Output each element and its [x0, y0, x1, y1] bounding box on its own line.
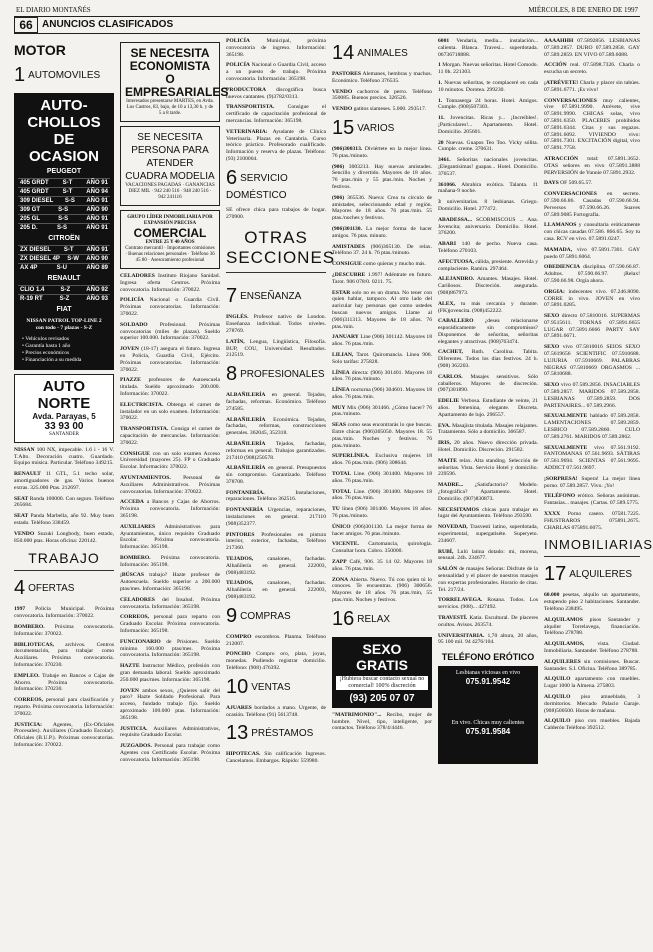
classified-ad: VENDO Suzuki Longbody, buen estado, 850.000 ptas. Horas oficina: 220142.: [14, 530, 114, 544]
phone-ad-number: 075.91.9542: [465, 676, 511, 686]
classified-ad: PIAZZE profesores de Autoescuela titulada. Sueldo aproximado 200.000. Información: 370022.: [120, 377, 220, 397]
car-cell: AÑO 92: [86, 287, 108, 293]
classified-ad: SEXUALMENTE hablado 07.589.2858. LAMENTACIONES 07.589.2859. LESBICO 07.589.2860. CULO 07.589.2761. MARIDOS 07.589.2862.: [544, 413, 640, 440]
classified-ad: HIPOTECAS. Sin calificación Ingresos. Cancelamos. Embargos. Rápido: 559980.: [226, 751, 326, 765]
column-4: [332, 38, 432, 944]
classified-ad: 3461. Señoritas nacionales jovencitas. ¡Elegantísimas! guapas... Hotel. Domicilio. 376537.: [438, 157, 538, 177]
classified-ad: VICENTE. Cartomancia, quirología. Consultar hora. Cobro. 350000.: [332, 541, 432, 555]
subsection-label: SERVICIO DOMÉSTICO: [226, 172, 288, 201]
classified-ad: ACCIÓN real. 07.5898.7326. Charla o escucha un secreto.: [544, 62, 640, 76]
page-number: 66: [14, 17, 38, 33]
classified-list: [226, 314, 326, 359]
classified-ad: SEXO directo 07.5810016. SUPERMAS 07.9515611. TORNAS 07.5891.6655 LUGAR 07.5891.6666 PARTY SAY 07.5891.6671.: [544, 313, 640, 340]
dealer-bullet: • Precios económicos: [22, 350, 70, 356]
subsection-label: ENSEÑANZA: [240, 291, 302, 303]
classified-ad: PASTORES Alemanes, hembras y machos. Económico. Teléfono 376535.: [332, 71, 432, 84]
subsection-alquileres: [544, 563, 640, 586]
column-6: [544, 38, 653, 944]
subsection-servicio: [226, 167, 326, 201]
classified-ad: TEJADOS, canalones, fachadas. Albañilería en general. 222003, (908)483192.: [226, 556, 326, 576]
car-cell: S-Z: [59, 296, 70, 302]
classified-ad: ALQUILO piso amueblado, 3 dormitorios. Mercado Palacio Garaje. (908)500500. Horas de mañana.: [544, 693, 640, 714]
classified-ad: AYUNTAMIENTOS. Personal de Auxiliares Administrativos. Próximas convocatorias. Información: 370022.: [120, 474, 220, 495]
classified-ad: 361066. Abrahira exótica. Talanta. 11 mañana-9 noche.: [438, 181, 538, 195]
car-row: [18, 294, 110, 303]
classified-ad: SEAS como seas encontrarás lo que buscas. Entre chicas (906)305050. Mayores 18. 55 ptas./min. Noches y festivos. 76 ptas./minuto.: [332, 422, 432, 449]
classified-ad: VENDO cachorros de perro. Teléfono 350085. Buenos precios. 326526.: [332, 88, 432, 102]
classified-ad: TRANSPORTISTA. Consiga el carnet de capacitación de mercancías. Información: 370022.: [120, 426, 220, 446]
car-cell: AÑO 91: [86, 216, 108, 222]
column-3: [226, 38, 336, 944]
classified-ad: 6001 Vendaría, media... instalación... calienta. Blanca. Travesí... superdotada. 06736718888.: [438, 38, 538, 58]
classified-ad: TRAVESTÍ. Katia. Escultural. De placeres ocultos. Avisos. 263574.: [438, 614, 538, 628]
car-cell: S-S: [58, 216, 69, 222]
car-cell: S-U: [56, 265, 67, 271]
classified-ad: JUZGADOS. Personal para trabajar como Agentes con Certificado Escolar. Próxima convocatoria. Información: 365198.: [120, 743, 220, 763]
classified-ad: ZAPP Café, 906. 35 14 02. Mayores 18 años. 76 ptas./min.: [332, 559, 432, 572]
job-ad-comercial: [120, 210, 220, 269]
column-1: [14, 38, 114, 944]
classified-ad: ¡SORPRESA! Supera! La mejor línea porno. 07.589.2857. Vivo. ¡Yo!: [544, 475, 640, 489]
classified-ad: SE ofrece chica para trabajos de hogar. 270900.: [226, 206, 326, 220]
car-cell: R-19 RT: [20, 296, 43, 302]
classified-ad: ¡BÚSCAS trabajo? Hazte profesor de Autoescuela. Sueldo superior a 200.000 ptas/mes. Información: 365198.: [120, 572, 220, 593]
subsection-number: 4: [14, 577, 26, 600]
classified-ad: (906)300313. Diviértete en la mejor línea. 76 ptas./minuto.: [332, 145, 432, 159]
car-row: [18, 263, 110, 272]
car-list-peugeot: [18, 178, 110, 232]
classified-ad: (906) 365536. Nueva: Crea tu círculo de amistades, seleccionando edad y región. Mayores de 18 años. 76 ptas./min. 55 ptas./noches y festivos.: [332, 194, 432, 222]
section-heading-inmobiliarias: INMOBILIARIAS: [544, 537, 640, 557]
classified-ad: POLICÍA Municipal, próxima convocatoria de ingreso. Información: 365198.: [226, 38, 326, 58]
newspaper-name: EL DIARIO MONTAÑÉS: [16, 6, 91, 14]
subsection-number: 13: [226, 722, 249, 745]
classified-ad: TELÉFONO erótico. Señoras anónimas. Fantasías... masajes. (Cartas. 07.589.5775.: [544, 493, 640, 507]
dealer-bullet: • Garantía hasta 1 año: [22, 343, 71, 349]
classified-ad: CORREOS, personal para reparto con Graduado Escolar. Próxima convocatoria. Información: 365198.: [120, 614, 220, 635]
job-ad-title: SE NECESITA PERSONA PARA ATENDER CUADRA MODELIA: [125, 132, 215, 182]
classified-ad: ABARI 140 de pecho. Nueva casa. Teléfono 270103.: [438, 241, 538, 254]
phone-ad-number: 075.91.9584: [465, 726, 511, 736]
classified-ad: ABADESSA... SCORMISCOUS ... Ana. Jovencita; aniversario. Domicilio. Hotel. 376200.: [438, 216, 538, 237]
classified-ad: ALBAÑILERÍA Económica. Tejados, fachadas, reformas, construcciones generales. 362045, 352318.: [226, 416, 326, 437]
classified-ad: LÍNEA directa: (906) 301401. Mayores 18 años. 76 ptas./minuto.: [332, 369, 432, 383]
classified-list: [332, 89, 432, 103]
classified-ad: LATÍN, Lengua, Lingüística, Filosofía. BUP, COU, Universidad. Resultados. 212519.: [226, 338, 326, 359]
classified-ad: LILIAN, Tarot. Quiromancia. Línea 906. Solo tarifas: 275828.: [332, 351, 432, 365]
autonorte-title: AUTO NORTE: [37, 378, 91, 412]
car-cell: S-S: [56, 225, 67, 231]
classified-ad: CARLOS. Masajes sensitivos. Sólo caballeros. Mayores de discreción. (907)301890.: [438, 373, 538, 394]
classified-ad: SEXO vivo 07.589.2856. INSACIABLES 07.589.2857. MARIDOS 07.589.2858. LESBIANAS 07.589.2859. DOS PARTENAIRES... 07.589.2966.: [544, 382, 640, 409]
phone-ad-caption: En vivo. Chicas muy calientes: [451, 719, 525, 726]
classified-ad: AAAAHHH 07.5892856. LESBIANAS 07.589.2857. DURO 07.589.2858. GAY 07.589.2859. EN VIVO 07.589.6088.: [544, 38, 640, 58]
phone-ad-caption: Lesbianas viciosas en vivo: [455, 670, 521, 677]
classified-ad: ALQUILERES sin comisiones. Buscar. Santander. S.I. Oficina. Teléfono 389785.: [544, 658, 640, 672]
classified-ad: LÍNEA nocturna (906) 304601. Mayores 18 años. 76 ptas./min.: [332, 387, 432, 400]
classified-ad: LLAMANOS y consultaría eróticamente con chicas casadas 07.586. 866.65. Soy tu casa. RCV en vivo. 07.5891.0247.: [544, 222, 640, 242]
classified-list: [226, 634, 326, 672]
classified-ad: MAITE relax. Alta standing. Selección de señoritas. Vista. Servicio Hotel y domicilio. 239596.: [438, 457, 538, 478]
classified-ad: JUSTICIA. Auxiliares Administrativos, requisito Graduado Escolar.: [120, 725, 220, 739]
car-cell: AÑO 93: [86, 296, 108, 302]
dealer-tipo: NISSAN PATROL TOP-LINE 2 con todo - 7 plazas - S-Z: [26, 318, 102, 331]
classified-ad: TOTAL Line. (906) 301400. Mayores 18 años. 76 ptas./min.: [332, 471, 432, 484]
brand-peugeot: PEUGEOT: [46, 168, 82, 175]
car-row: [18, 196, 110, 205]
classified-list: [544, 592, 640, 732]
classified-list: [332, 712, 432, 732]
job-ad-title: COMERCIAL: [133, 226, 207, 240]
job-ad-text: Contrato mercantil · Importantes comisiones · Buenas relaciones personales · Teléfono 36 45 80 · Asesoramiento profesional: [125, 246, 215, 263]
subsection-label: ANIMALES: [357, 48, 408, 59]
brand-citroen: CITROËN: [48, 235, 80, 242]
classified-ad: AMISTADES (906)305130. De relax. Teléfono 37. 24 h. 76 ptas./minuto.: [332, 243, 432, 257]
car-row: [18, 245, 110, 254]
classified-ad: JOVEN ambos sexos, ¿Quieres salir del paro? Hazte Soldado Profesional. Para acceso, fundado trabajo fijo. Sueldo aproximado 100.000 ptas. Información: 365198.: [120, 687, 220, 721]
autonorte-ad: [14, 374, 114, 443]
classified-ad: RENAULT 11 GTL, 5.1 techo solar, amortiguadores de gas. Varios buenos extras. 325.000 Ptas. 212697.: [14, 471, 114, 491]
classified-ad: MUY Mix (906) 301466. ¿Cómo hacer? 76 ptas./minuto.: [332, 404, 432, 418]
section-heading-trabajo: TRABAJO: [14, 550, 114, 571]
classified-list: [332, 146, 432, 604]
relax-ad-box: [332, 637, 432, 708]
classified-ad: CABALLERO ¿desea relacionarse esporádicamente sin compromisos? Disponemos de señoritas, señoritas elegantes y atractivas. (908)763474.: [438, 318, 538, 345]
subsection-number: 9: [226, 604, 238, 627]
classified-ad: 3 universitarias. 8 lesbianas. Griego. Domicilio. Hotel. 277472.: [438, 199, 538, 212]
classified-ad: SUPERLÍNEA. Exclusiva mujeres 18 años. 76 ptas./min. (906) 308644.: [332, 453, 432, 467]
classified-ad: CELADORES del Insalud. Próxima convocatoria. Información: 365198.: [120, 596, 220, 610]
classified-ad: EVA. Masajista titulada. Masajes relajantes. Tratamiento. Sólo a domicilio. 366587.: [438, 422, 538, 436]
car-row: [18, 285, 110, 294]
classified-ad: SOLDADO Profesional. Próximas convocatorias (miles de plazas). Sueldo superior 100.000. Información: 370022.: [120, 321, 220, 342]
car-cell: AÑO 91: [86, 225, 108, 231]
classified-ad: CONSIGUE como quieras y mucho más.: [332, 261, 426, 268]
page-date: MIÉRCOLES, 8 DE ENERO DE 1997: [528, 6, 638, 14]
car-cell: 405 GRDT: [20, 180, 49, 186]
classified-ad: ZONA Abierta. Nuevo. Tú con quien tú lo conoces. Te encuentras. (906) 300656. Mayores de 18 años. 76 ptas./min, 55 ptas./min. Noches y festivos.: [332, 576, 432, 604]
classified-ad: ATRACCIÓN total: 07.5891.3652. OTAS señores en vivo 07.5891.3888 PERVERSIÓN de Yunnie 07.5891.2932.: [544, 155, 640, 176]
car-cell: ZX DIESEL: [20, 247, 52, 253]
car-cell: 309 GT: [20, 207, 41, 213]
classified-ad: SEAT Panda Marbella, año 92. Muy buen estado. Teléfono 338459.: [14, 513, 114, 526]
subsection-number: 8: [226, 363, 238, 386]
classified-ad: 1 Morgan. Nuevas señoritas. Hotel Comodo. 11 0h. 221303.: [438, 62, 538, 76]
classified-ad: FONTANERÍA. Instalaciones, reparaciones. Teléfono 362516.: [226, 489, 326, 503]
car-cell: AÑO 94: [86, 189, 108, 195]
car-cell: ZX DIESEL 4P: [20, 256, 60, 262]
classified-ad: TU línea (906) 301400. Mayores 18 años. 76 ptas./minuto.: [332, 506, 432, 520]
classified-ad: NECESITAMOS chicas para trabajar en lugar del Ayuntamiento. Teléfono 293590.: [438, 506, 538, 520]
subsection-number: 10: [226, 675, 249, 698]
classified-ad: JOVEN (18-17) asegura el futuro. Ingresa en Policía, Guardia Civil, Ejército. Próximas convocatorias. Información: 370022.: [120, 346, 220, 373]
classified-ad: ALBAÑILERÍA en general. Presupuestos sin compromiso. Garantizado. Teléfono 378708.: [226, 465, 326, 485]
classified-ad: POLICÍA Nacional o Guardia Civil, acceso a un puesto de trabajo. Próxima convocatoria. Información: 365198.: [226, 62, 326, 82]
classified-ad: MAMADA, vivo 07.5891.7301. GAY puedo 07.5891.6064.: [544, 246, 640, 260]
classified-ad: ACCEDA a Bancos y Cajas de Ahorros. Próxima convocatoria. Información: 365198.: [120, 499, 220, 519]
erotic-phone-ad: [438, 666, 538, 764]
car-cell: AÑO 90: [86, 256, 108, 262]
autonorte-address: Avda. Parayas, 5: [32, 412, 96, 421]
autonorte-city: SANTANDER: [49, 432, 79, 437]
subsection-number: 1: [14, 64, 26, 86]
subsection-number: 17: [544, 563, 567, 586]
classified-ad: 1. Tonnaserga 24 horas. Hotel. Amigos. Cumple. (908)507303.: [438, 97, 538, 111]
car-cell: S-T: [63, 247, 74, 253]
classified-ad: ALBAÑILERÍA en general. Tejados, fachadas, reformas. Económico. Teléfono 274585.: [226, 392, 326, 412]
section-heading-telefono-erotico: TELÉFONO ERÓTICO: [441, 652, 535, 663]
subsection-prestamos: [226, 722, 326, 745]
classified-ad: TOTAL Line. (906) 301400. Mayores 18 años. 76 ptas./min.: [332, 488, 432, 502]
classified-ad: CONVERSACIONES en secreto. 07.590.66.86. Casadas 07.590.66.94. Perversos 07.590.66.26. Suaves 07.589.9085 Fortografía.: [544, 191, 640, 218]
classified-ad: RUBÍ, Lulú latina dotado: mi, morena, sensual. 24h. 234677.: [438, 548, 538, 562]
subsection-label: PROFESIONALES: [240, 369, 325, 381]
classified-ad: AUXILIARES Administrativos para Ayuntamientos, único requisito Graduado Escolar. Próxima convocatoria. Información: 365198.: [120, 523, 220, 551]
subsection-label: OFERTAS: [28, 583, 75, 595]
classified-ad: NISSAN 100 NX, impecable. 1.6 i - 16 V. T.Alto. Decoración cuatro. Guardado. Equipo música. Particular. Teléfono 349215.: [14, 446, 114, 467]
subsection-ofertas: [14, 577, 114, 600]
car-cell: CLIO 1.4: [20, 287, 45, 293]
classified-list: [544, 38, 640, 531]
car-cell: 309 DIESEL: [20, 198, 54, 204]
classified-ad: CONSIGUE con un solo examen Acceso Universidad (mayores 25). FP o Graduado Escolar. Información: 370022.: [120, 450, 220, 471]
relax-ad-text: ¡Hubiera buscar contacto sexual no comercial! 100% discreción: [336, 676, 428, 690]
classified-ad: ALQUILO apartamento con muebles. Lugar 1000 la Almena. 275803.: [544, 676, 640, 690]
car-row: [18, 223, 110, 232]
brand-renault: RENAULT: [47, 275, 81, 282]
classified-ad: TEJADOS, canalones, fachadas. Albañilería en general. 222003, (908)483192.: [226, 580, 326, 601]
car-cell: S-Z: [60, 287, 71, 293]
car-list-citroen: [18, 245, 110, 272]
section-heading-motor: MOTOR: [14, 42, 66, 58]
classified-ad: JUSTICIA: Agentes, (Ex-Oficiales Procesales). Auxiliares (Graduado Escolar). Oficiales (B.U.P.). Próximas convocatorias. Información: 370022.: [14, 721, 114, 748]
classified-ad: ELECTRICISTA. Obtenga el carnet de instalador en un solo examen. Información: 370022.: [120, 401, 220, 422]
classified-ad: 20 Nuevas. Guapos Teo Too. Vicky sólita. Cumple. creme. 370631.: [438, 139, 538, 153]
column-5: [438, 38, 538, 944]
classified-ad: SEAT Ronda 100000. Con seguro. Teléfono 265684.: [14, 495, 114, 509]
classified-ad: (906) 3003213. Hay nuevas amistades. Sencillo y divertido. Mayores de 18 años. 76 ptas./min y 55 ptas./min. Noches y festivos.: [332, 163, 432, 190]
car-cell: AÑO 91: [86, 198, 108, 204]
dealer-bullet: • Financiación a su medida: [22, 357, 82, 363]
classified-ad: BOMBERO. Próxima convocatoria. Información: 365198.: [120, 554, 220, 568]
car-row: [18, 254, 110, 263]
subsection-automoviles: [14, 64, 114, 87]
car-cell: AÑO 91: [86, 247, 108, 253]
job-ad-text: VACACIONES PAGADAS · GANANCIAS DIEZ MIL · 942 240 516 · 948 240 516 · 942 241116: [125, 183, 215, 200]
classified-ad: BOMBERO. Próxima convocatoria. Información: 370022.: [14, 623, 114, 637]
job-ad-economista: [120, 42, 229, 122]
car-cell: S-T: [62, 189, 73, 195]
classified-ad: INGLÉS. Profesor nativo de London. Enseñanza individual. Todos niveles. 278769.: [226, 314, 326, 334]
classified-ad: CORREOS, personal para clasificación y reparto. Próxima convocatoria. Información: 370022.: [14, 697, 114, 717]
classified-ad: "MATRIMONIO"... Recibo, mujer de hombre. Nivel, tipo, inteligente, por contactos. Teléfono 378/4/4446.: [332, 711, 432, 732]
subsection-animales: [332, 42, 432, 65]
classified-ad: SEXO vivo 07.5810016 SEIOS SEXO 07.5619656 SCIENTIFIC 07.5910688. LUJURIA 07.5910669. PALABRAS NEGRAS 07.5810669 ORGASMOS ... 07.5810688.: [544, 344, 640, 378]
classified-ad: OBEDIENCIA disciplina. 07.590.66.87. Adultos. 07.590.66.97. ¡Relax! 07.590.66.98. Orgía ahora.: [544, 264, 640, 284]
classified-ad: ALBAÑILERÍA Tejados, fachadas, reformas en general. Trabajos garantizados. 217410 (908)250578.: [226, 440, 326, 461]
car-row: [18, 205, 110, 214]
dealer-title: AUTO-CHOLLOS DE OCASION: [27, 97, 101, 165]
classified-ad: FUNCIONARIO de Prisiones. Sueldo mínimo 160.000 ptas/mes. Próxima convocatoria. Información: 365198.: [120, 638, 220, 659]
page-header: [14, 6, 640, 17]
subsection-label: ALQUILERES: [569, 569, 633, 581]
subsection-compras: [226, 605, 326, 628]
car-list-renault: [18, 285, 110, 303]
classified-ad: (906)301130. La mejor forma de hacer amigos. 76 ptas. minuto.: [332, 225, 432, 239]
job-ad-subtitle: ENTRE 25 Y 40 AÑOS: [145, 240, 195, 245]
subsection-varios: [332, 117, 432, 140]
car-cell: AÑO 90: [86, 207, 108, 213]
relax-ad-phone: (93) 205 07 07: [349, 692, 415, 704]
classified-ad: XXXX Porno casero. 07581.7225. FHUSTRAROS 075891.2675. CHARLAS 075891.6075.: [544, 511, 640, 531]
car-cell: S-S: [64, 198, 75, 204]
page-section-title: ANUNCIOS CLASIFICADOS: [42, 19, 174, 30]
section-heading-otras: OTRAS SECCIONES: [226, 228, 326, 273]
classified-ad: COMPRO escombros. Planma. Teléfono 212007.: [226, 633, 326, 647]
job-ad-cuadra: [120, 126, 220, 206]
dealer-bullet: • Vehículos revisados: [22, 336, 70, 342]
car-row: [18, 178, 110, 187]
classified-list: [226, 705, 326, 719]
classified-ad: UNIVERSITARIA. 1,70 altura, 20 años, 95 100 mil. 94 4276/104.: [438, 632, 538, 646]
classified-ad: 11. Jovencitas. Ricas y... ¡Increíbles!. ¡Particulares!... Apartamento. Hotel. Domicilio. 205601.: [438, 115, 538, 135]
car-cell: AÑO 91: [86, 180, 108, 186]
header-rule: [14, 33, 640, 34]
job-ad-title: SE NECESITA ECONOMISTA O EMPRESARIALES: [125, 46, 229, 99]
subsection-label: PRÉSTAMOS: [251, 728, 314, 740]
subsection-relax: [332, 608, 432, 631]
relax-ad-title: SEXO GRATIS: [356, 640, 408, 673]
classified-list: [332, 71, 432, 85]
classified-ad: VETERINARIA: Ayudante de Clínica Veterinaria. Plazas en Cantabria. Curso teórico práctico. Profesorado cualificado. Información y reserva de plazas. Teléfono: (93) 2100004.: [226, 128, 326, 162]
classified-ad: DAYS OF 509.65.57.: [544, 180, 593, 187]
car-cell: S-W: [67, 256, 79, 262]
classified-ad: PRODUCTORA discográfica busca nuevos cantantes. (9)3782/0313.: [226, 86, 326, 100]
classified-ad: MADRE... ¿Satisfactorio? Modelo. ¿fotográfica? Apartamento. Hotel. Domicilio. (907)830873.: [438, 482, 538, 502]
classified-ad: ¿DESCUBRE 1.997! Adéntrate en futuro. Tarot. 906 078/0. 0211. 75.: [332, 271, 432, 285]
column-2: [120, 38, 229, 944]
subsection-ensenanza: [226, 285, 326, 308]
car-row: [18, 214, 110, 223]
classified-ad: CONVERSACIONES muy calientes, vive 07.5891.9990. Atrévete, vive 07.5891.9990. CHICAS solas, vivo 07.5891.6350. PLACERES prohibidos 07.5891.6344. Citas y sus regazos. 07.5891.6092. VIVIENDO vivo: 07.5891.7301. EXCITACIÓN digital, vivo 07.5891.7758.: [544, 97, 640, 152]
classified-list: [14, 606, 114, 748]
subsection-profesionales: [226, 363, 326, 386]
classified-ad: ALQUILAMOS pisos Santander y alquiler Torrelavega, financiación. Teléfono 278788.: [544, 616, 640, 637]
subsection-number: 14: [332, 42, 355, 64]
classified-ad: TRANSPORTISTA. Consigue el certificado de capacitación profesional de mercancías. Información: 365198.: [226, 104, 326, 124]
car-cell: AX 4P: [20, 265, 38, 271]
classified-ad: ALEX, tu más cercanía y durante. (FK)jovencita. (908)452222.: [438, 300, 538, 314]
subsection-label: VARIOS: [357, 122, 395, 134]
classified-ad: PINTORES Profesionales en pintura interior, exterior, fachadas, Teléfono 217360.: [226, 531, 326, 552]
classified-ad: JANUARY Line (906) 301142. Mayores 18 años. 76 ptas./min.: [332, 334, 432, 348]
subsection-label: VENTAS: [251, 681, 291, 693]
classified-list: [120, 273, 220, 764]
car-row: [18, 187, 110, 196]
classified-ad: VENDO gatitos siameses. 5.000. 293517.: [332, 106, 427, 113]
classified-ad: 60.000 pesetas, alquilo un apartamento, estupendo piso 2 habitaciones. Santander. Teléfono 238495.: [544, 592, 640, 612]
classified-list: [226, 38, 326, 163]
classified-ad: ESTAR solo no es un drama. No tener con quien hablar, tampoco. Al otro lado del auricular hay personas que como ustedes buscan nuevos amigos. Llame al (906)311313. Mayores de 18 años. 76 ptas./min.: [332, 289, 432, 330]
classified-ad: ALQUILAMOS, vista. Ciudad. Inmobiliaria. Santander. Teléfono 278788.: [544, 641, 640, 654]
job-ad-intro: GRUPO LÍDER INMOBILIARIA POR EXPANSIÓN PRECISA: [127, 215, 213, 226]
subsection-number: 16: [332, 607, 355, 630]
subsection-number: 7: [226, 285, 238, 308]
classified-ad: EMPLEO. Trabaje en Bancos o Cajas de Ahorro. Próxima convocatoria. Información: 370230.: [14, 672, 114, 693]
classified-ad: FONTANERÍA Urgencias, reparaciones, instalaciones en general. 217110 (908)352377.: [226, 507, 326, 527]
classified-ad: POLICÍA Nacional o Guardia Civil. Próximas convocatorias. Información: 370022.: [120, 297, 220, 317]
car-cell: 205 GL: [20, 216, 41, 222]
classified-ad: IRIS, 20 años. Nuevo dirección privada. Hotel. Domicilio. Discreción. 291582.: [438, 440, 538, 454]
car-cell: S-S: [58, 207, 69, 213]
classified-list: [226, 751, 326, 765]
classified-ad: HAZTE Instructor Médico, profesión con gran demanda laboral. Sueldo aproximado 250.000 ptas/mes. Información: 365198.: [120, 663, 220, 683]
classified-ad: CACHET, Ruth. Carolina. Tabita. Diferentes. Todos los días festivos. 24 h. (908) 362203.: [438, 349, 538, 370]
dealer-bullets: [18, 334, 110, 366]
classified-ad: NOVEDAD, Trasvesti latino, superdotada, experimental, supergatiséte. Superyeto. 234607.: [438, 524, 538, 544]
job-ad-text: Interesados presentarse MARTES, en Avda. Los Castros, 83, bajo, de 10 a 13,30 h. y de 5 a 8 tarde.: [126, 99, 214, 116]
classified-ad: 1997 Policía Municipal. Próxima convocatoria. Información: 370022.: [14, 606, 114, 620]
autonorte-phone: 33 93 00: [44, 421, 84, 432]
classified-list: [226, 392, 326, 601]
classified-ad: ÚNICO (906)301130. La mejor forma de hacer amigos. 76 ptas./minuto.: [332, 523, 432, 537]
classified-ad: ALEJANDRO. Amantes. Masajes. Hotel. Cariñosos. Discreción. asegurada. (908)867973.: [438, 276, 538, 296]
classified-ad: AFECTUOSA, cálida, presiente. Atrevida y complaciente. Ramira. 297464.: [438, 258, 538, 272]
subsection-label: COMPRAS: [240, 610, 291, 622]
car-cell: 405 GRDT: [20, 189, 49, 195]
brand-fiat: FIAT: [56, 306, 72, 313]
classified-list: [14, 447, 114, 545]
car-cell: AÑO 89: [86, 265, 108, 271]
subsection-number: 6: [226, 166, 238, 189]
classified-list: [438, 38, 538, 646]
classified-ad: ORGIA: indecentes vivo. 07.246.8090. CORRE in vivo. JOVEN en vivo 07.5891.0285.: [544, 288, 640, 309]
classified-ad: AJUARES bordados a mano. Urgente, de ocasión. Teléfono (91) 5613748.: [226, 704, 326, 718]
classified-ad: ¡ATRÉVETE! Charla y placer sin tabúes. 07.5891.6771. ¡Es vivo!: [544, 79, 640, 93]
classified-ad: 1. Nuevas señoritas, te complaceré en cada 10 minutos. Dorotea. 299230.: [438, 79, 538, 93]
car-cell: S-T: [62, 180, 73, 186]
classified-ad: PONCHO Compro oro, plata, joyas, monedas. Pudiendo registrar domicilio. Teléfono: (908) 476392.: [226, 651, 326, 672]
classified-ad: TORRELAVEGA. Rosana. Todos. Los servicios. (908)... 427492.: [438, 597, 538, 611]
subsection-ventas: [226, 676, 326, 699]
subsection-label: AUTOMOVILES: [28, 70, 101, 81]
classified-ad: SEXUALMENTE vivo 07.561.9192. FANTOMANAS 07.561.9693. SÁTIRAS 07.561.9694. SCIENTAS 07.561.9695. ADDICT 07.561.9697.: [544, 444, 640, 472]
classified-list: [332, 106, 432, 113]
classified-ad: ALQUILO piso con muebles. Bajada Calderón Teléfono 392512.: [544, 718, 640, 732]
classified-ad: BIBLIOTECAS, archivos. Centros documentación, para trabajar como Auxiliares. Próxima convocatoria. Información: 370230.: [14, 641, 114, 668]
classified-ad: CELADORES Instituto Riojano Sanidad. Ingresa oferta Centros. Próxima convocatoria. Información: 370022.: [120, 273, 220, 293]
classified-ad: EDELIE Verbosa. Estudiante de veinte, 21 años. femenina, elegante. Discreta. Apartamento de lujo. 296557.: [438, 398, 538, 418]
car-cell: 205 D.: [20, 225, 38, 231]
subsection-label: RELAX: [357, 613, 391, 625]
classified-ad: SALÓN de masajes Señoras: Disfrute de la sensualidad y el placer de nuestros masajes con expertas profesionales. Horario de citas. Tel. 217/24.: [438, 566, 538, 593]
subsection-number: 15: [332, 116, 355, 139]
dealer-ad: [14, 93, 114, 370]
